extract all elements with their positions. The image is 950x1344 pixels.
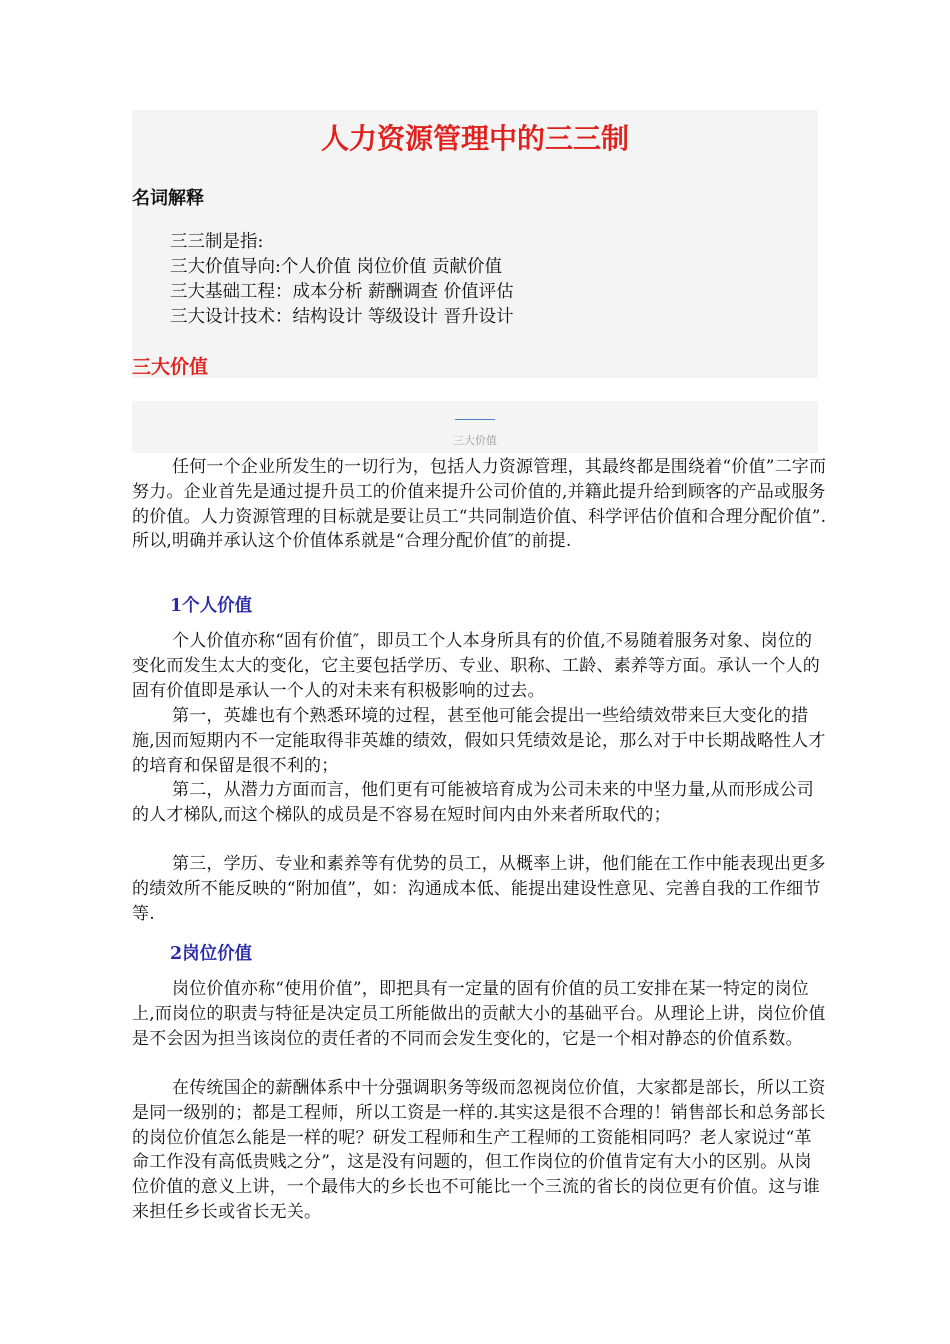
personal-value-heading: 1个人价值	[170, 596, 253, 616]
definition-heading: 名词解释	[132, 188, 204, 209]
personal-value-paragraph: 第一，英雄也有个熟悉环境的过程，甚至他可能会提出一些给绩效带来巨大变化的措施,因而短期内不一定能取得非英雄的绩效，假如只凭绩效是论，那么对于中长期战略性人才的培育和保留是很不利的；	[132, 706, 826, 776]
figure-caption: 三大价值	[453, 434, 497, 447]
position-value-paragraph: 岗位价值亦称“使用价值”，即把具有一定量的固有价值的员工安排在某一特定的岗位上,而岗位的职责与特征是决定员工所能做出的贡献大小的基础平台。从理论上讲，岗位价值是不会因为担当该岗位的责任者的不同而会发生变化的，它是一个相对静态的价值系数。	[132, 979, 826, 1049]
document-title: 人力资源管理中的三三制	[320, 122, 629, 155]
definition-list	[170, 230, 514, 330]
personal-value-paragraph: 第三，学历、专业和素养等有优势的员工，从概率上讲，他们能在工作中能表现出更多的绩效所不能反映的“附加值”，如：沟通成本低、能提出建设性意见、完善自我的工作细节等.	[132, 854, 826, 924]
definition-item: 三大价值导向:个人价值 岗位价值 贡献价值	[170, 257, 503, 277]
personal-value-paragraph: 第二，从潜力方面而言，他们更有可能被培育成为公司未来的中坚力量,从而形成公司的人才梯队,而这个梯队的成员是不容易在短时间内由外来者所取代的；	[132, 780, 815, 825]
position-value-paragraph: 在传统国企的薪酬体系中十分强调职务等级而忽视岗位价值，大家都是部长，所以工资是同一级别的；都是工程师，所以工资是一样的.其实这是很不合理的！销售部长和总务部长的岗位价值怎么能是一样的呢？研发工程师和生产工程师的工资能相同吗？老人家说过“革命工作没有高低贵贱之分”，这是没有问题的，但工作岗位的价值肯定有大小的区别。从岗位价值的意义上讲，一个最伟大的乡长也不可能比一个三流的省长的岗位更有价值。这与谁来担任乡长或省长无关。	[132, 1078, 826, 1222]
intro-paragraph: 任何一个企业所发生的一切行为，包括人力资源管理，其最终都是围绕着“价值”二字而努力。企业首先是通过提升员工的价值来提升公司价值的,并籍此提升给到顾客的产品或服务的价值。人力资源管理的目标就是要让员工“共同制造价值、科学评估价值和合理分配价值”.所以,明确并承认这个价值体系就是“合理分配价值″的前提.	[132, 457, 827, 552]
definition-item: 三三制是指:	[170, 232, 264, 252]
position-value-heading: 2岗位价值	[170, 944, 253, 964]
section-heading: 三大价值	[132, 356, 209, 378]
definition-item: 三大基础工程：成本分析 薪酬调查 价值评估	[170, 282, 514, 302]
figure-placeholder-line	[455, 419, 495, 420]
personal-value-paragraph: 个人价值亦称“固有价值″，即员工个人本身所具有的价值,不易随着服务对象、岗位的变化而发生太大的变化，它主要包括学历、专业、职称、工龄、素养等方面。承认一个人的固有价值即是承认一个人的对未来有积极影响的过去。	[132, 631, 820, 701]
definition-item: 三大设计技术：结构设计 等级设计 晋升设计	[170, 307, 514, 327]
